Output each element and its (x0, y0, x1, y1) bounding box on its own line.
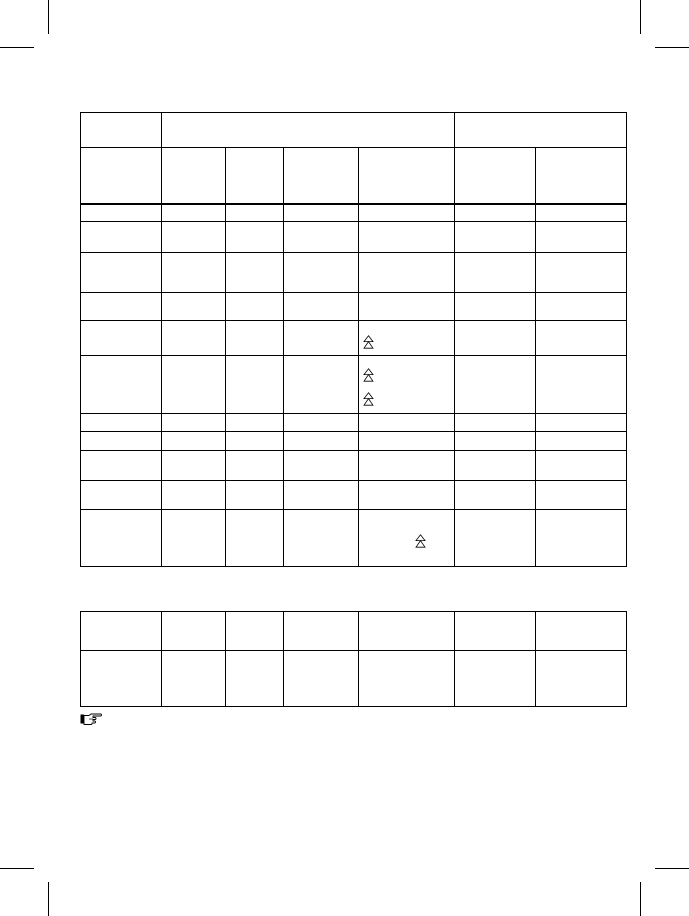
crop-mark-bottom-right-vertical (640, 882, 641, 916)
table-cell (359, 148, 455, 204)
table-cell (455, 651, 536, 707)
table-cell (359, 253, 455, 293)
table-row (81, 321, 627, 356)
table-cell (81, 450, 162, 480)
table-cell (81, 253, 162, 293)
double-triangle-warning-icon (363, 392, 374, 406)
crop-mark-top-left-horizontal (0, 47, 34, 48)
table-cell (284, 651, 359, 707)
table-cell (536, 204, 627, 222)
table-cell (536, 612, 627, 651)
table-cell (81, 651, 162, 707)
table-cell (455, 450, 536, 480)
table-cell (162, 253, 226, 293)
table-cell (359, 431, 455, 450)
table-cell (162, 148, 226, 204)
table-cell (81, 113, 162, 148)
table-cell (359, 480, 455, 509)
table-cell (536, 321, 627, 356)
crop-mark-bottom-left-horizontal (0, 868, 34, 869)
table-cell (359, 293, 455, 321)
table-cell (455, 612, 536, 651)
table-cell (226, 509, 284, 566)
table-cell (81, 413, 162, 431)
table-cell (536, 431, 627, 450)
table-cell (162, 413, 226, 431)
table-row (81, 356, 627, 413)
table-cell (455, 413, 536, 431)
table-cell (359, 413, 455, 431)
crop-mark-top-right-vertical (640, 0, 641, 34)
table-cell (81, 480, 162, 509)
table-cell (536, 253, 627, 293)
table-cell (162, 480, 226, 509)
table-cell (81, 321, 162, 356)
double-triangle-warning-icon (363, 335, 374, 349)
table-row (81, 204, 627, 222)
table-cell (359, 450, 455, 480)
table-cell (226, 450, 284, 480)
table-cell (162, 651, 226, 707)
table-cell (455, 253, 536, 293)
table-cell (455, 431, 536, 450)
table-cell (284, 480, 359, 509)
table-cell (162, 612, 226, 651)
table-cell (284, 612, 359, 651)
table-cell (162, 204, 226, 222)
table-cell (226, 253, 284, 293)
table-row (81, 253, 627, 293)
table-cell (359, 222, 455, 253)
table-cell (81, 204, 162, 222)
table-cell (536, 222, 627, 253)
table-cell (536, 148, 627, 204)
table-row (81, 431, 627, 450)
table-cell (226, 612, 284, 651)
table-cell (359, 356, 455, 413)
table-cell (226, 222, 284, 253)
table-cell (284, 413, 359, 431)
table-cell (226, 321, 284, 356)
table-cell (284, 431, 359, 450)
table-cell (455, 204, 536, 222)
table-cell (162, 293, 226, 321)
table-cell (284, 509, 359, 566)
table-cell (284, 293, 359, 321)
table-cell (536, 450, 627, 480)
table-cell (455, 222, 536, 253)
table-cell (359, 651, 455, 707)
table-cell (81, 509, 162, 566)
table-row (81, 222, 627, 253)
table-cell (536, 480, 627, 509)
table-cell (226, 480, 284, 509)
table-cell (455, 148, 536, 204)
table-cell (536, 413, 627, 431)
table-cell (81, 431, 162, 450)
table-row (81, 413, 627, 431)
table-cell (455, 293, 536, 321)
table-cell (536, 509, 627, 566)
pointing-hand-icon (80, 713, 102, 725)
table-header-group-cell (455, 113, 627, 148)
table-row (81, 293, 627, 321)
crop-mark-bottom-right-horizontal (655, 868, 689, 869)
table-cell (81, 356, 162, 413)
table-cell (162, 431, 226, 450)
table-cell (536, 651, 627, 707)
table-cell (359, 321, 455, 356)
table-cell (284, 204, 359, 222)
table-cell (226, 356, 284, 413)
table-header-row (81, 612, 627, 651)
table-header-row-2 (81, 148, 627, 204)
table-cell (455, 356, 536, 413)
double-triangle-warning-icon (363, 368, 374, 382)
table-header-row-1 (81, 113, 627, 148)
table-cell (81, 148, 162, 204)
table-cell (162, 509, 226, 566)
table-cell (162, 321, 226, 356)
table-cell (226, 204, 284, 222)
table-cell (162, 450, 226, 480)
table-row (81, 450, 627, 480)
table-cell (162, 356, 226, 413)
table-cell (226, 413, 284, 431)
table-row (81, 509, 627, 566)
table-row (81, 651, 627, 707)
double-triangle-warning-icon (415, 534, 426, 548)
table-cell (455, 321, 536, 356)
main-table (80, 112, 627, 567)
table-cell (226, 293, 284, 321)
table-cell (536, 293, 627, 321)
table-cell (226, 651, 284, 707)
table-cell (284, 222, 359, 253)
table-cell (284, 450, 359, 480)
crop-mark-top-right-horizontal (655, 47, 689, 48)
table-cell (284, 148, 359, 204)
table-cell (359, 612, 455, 651)
secondary-table (80, 611, 627, 707)
table-cell (226, 148, 284, 204)
table-cell (536, 356, 627, 413)
table-cell (81, 612, 162, 651)
table-cell (81, 293, 162, 321)
crop-mark-top-left-vertical (48, 0, 49, 34)
table-cell (455, 509, 536, 566)
table-cell (81, 222, 162, 253)
table-cell (162, 222, 226, 253)
table-cell (284, 321, 359, 356)
table-cell (359, 509, 455, 566)
table-header-group-cell (162, 113, 455, 148)
table-cell (226, 431, 284, 450)
table-row (81, 480, 627, 509)
table-cell (284, 253, 359, 293)
table-cell (455, 480, 536, 509)
table-cell (359, 204, 455, 222)
crop-mark-bottom-left-vertical (48, 882, 49, 916)
table-cell (284, 356, 359, 413)
